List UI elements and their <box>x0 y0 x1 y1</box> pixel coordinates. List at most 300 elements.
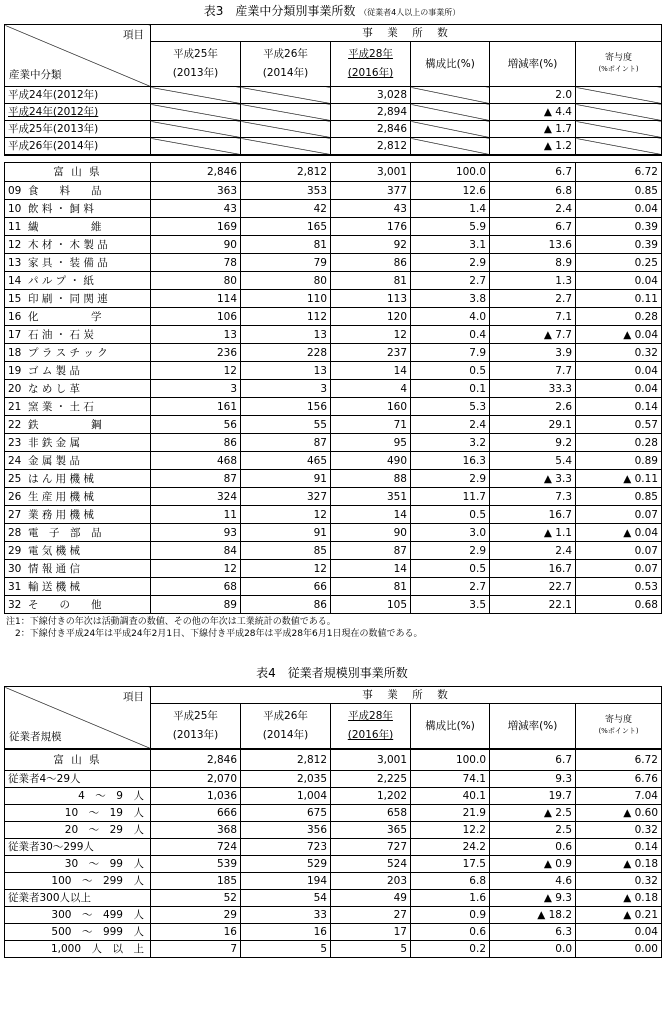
value-cell: 11 <box>151 506 241 524</box>
value-cell: 6.3 <box>490 924 576 941</box>
value-cell: 0.28 <box>576 308 662 326</box>
value-cell: 0.0 <box>490 941 576 958</box>
value-cell: 724 <box>151 839 241 856</box>
table4-col-ratio: 構成比(%) <box>411 704 490 750</box>
industry-code: 24 <box>8 454 22 467</box>
table4-item-label: 項目 <box>123 691 144 703</box>
value-cell: 1.4 <box>411 200 490 218</box>
industry-code: 20 <box>8 382 22 395</box>
table3-industry-row <box>5 434 662 452</box>
history-label: 平成24年(2012年) <box>5 87 151 104</box>
col-year-label: 平成25年 <box>173 48 218 60</box>
value-cell: 78 <box>151 254 241 272</box>
empty-diagonal-cell <box>411 138 490 156</box>
value-cell: 90 <box>151 236 241 254</box>
industry-code: 17 <box>8 328 22 341</box>
value-cell: ▲ 0.21 <box>576 907 662 924</box>
value-cell: 6.76 <box>576 771 662 788</box>
value-cell: 1,004 <box>241 788 331 805</box>
empty-diagonal-cell <box>411 121 490 138</box>
value-cell: 3,028 <box>331 87 411 104</box>
col-year-label: 平成28年 <box>348 48 393 60</box>
size-group-label: 従業者30～299人 <box>5 839 151 856</box>
value-cell: 2,070 <box>151 771 241 788</box>
table3-industry-row <box>5 290 662 308</box>
industry-name: 非 鉄 金 属 <box>28 436 81 449</box>
industry-code: 15 <box>8 292 22 305</box>
value-cell: ▲ 1.2 <box>490 138 576 156</box>
value-cell: 100.0 <box>411 749 490 771</box>
table3-industry-row <box>5 596 662 614</box>
value-cell: 100.0 <box>411 163 490 182</box>
value-cell: 2.9 <box>411 254 490 272</box>
industry-name: 家 具 ・ 装 備 品 <box>28 256 108 269</box>
value-cell: 0.9 <box>411 907 490 924</box>
value-cell: 0.04 <box>576 380 662 398</box>
value-cell: 5 <box>241 941 331 958</box>
value-cell: 6.8 <box>411 873 490 890</box>
value-cell: 0.32 <box>576 344 662 362</box>
value-cell: 2.9 <box>411 542 490 560</box>
value-cell: 1.3 <box>490 272 576 290</box>
value-cell: 2.9 <box>411 470 490 488</box>
value-cell: 16 <box>241 924 331 941</box>
table4-total-label: 富 山 県 <box>5 749 151 771</box>
table3-history-row <box>5 87 662 104</box>
table3-col-contrib <box>576 42 662 87</box>
table3-total-label: 富 山 県 <box>5 163 151 182</box>
value-cell: 327 <box>241 488 331 506</box>
value-cell: 356 <box>241 822 331 839</box>
table3-corner-cell <box>5 25 151 87</box>
table3-industry-row <box>5 506 662 524</box>
value-cell: 0.32 <box>576 873 662 890</box>
value-cell: 0.11 <box>576 290 662 308</box>
industry-label <box>5 182 151 200</box>
value-cell: 2.4 <box>490 200 576 218</box>
industry-code: 26 <box>8 490 22 503</box>
history-label: 平成25年(2013年) <box>5 121 151 138</box>
table3-title-text: 表3 産業中分類別事業所数 <box>203 4 356 18</box>
table3-industry-row <box>5 416 662 434</box>
value-cell: 3.0 <box>411 524 490 542</box>
value-cell: 11.7 <box>411 488 490 506</box>
value-cell: 86 <box>151 434 241 452</box>
value-cell: 14 <box>331 362 411 380</box>
table3-industry-row <box>5 344 662 362</box>
value-cell: 2.4 <box>490 542 576 560</box>
table4-sub-row <box>5 941 662 958</box>
value-cell: 228 <box>241 344 331 362</box>
value-cell: 2.5 <box>490 822 576 839</box>
value-cell: 351 <box>331 488 411 506</box>
value-cell: 2,225 <box>331 771 411 788</box>
industry-code: 22 <box>8 418 22 431</box>
value-cell: 0.85 <box>576 488 662 506</box>
industry-label <box>5 578 151 596</box>
industry-code: 28 <box>8 526 22 539</box>
size-sub-label: 20 ～ 29 人 <box>5 822 151 839</box>
value-cell: ▲ 0.11 <box>576 470 662 488</box>
col-year-label: 平成25年 <box>173 710 218 722</box>
value-cell: 4 <box>331 380 411 398</box>
empty-diagonal-cell <box>151 121 241 138</box>
value-cell: 16 <box>151 924 241 941</box>
industry-name: 食 料 品 <box>28 184 102 197</box>
industry-code: 13 <box>8 256 22 269</box>
industry-code: 21 <box>8 400 22 413</box>
value-cell: 12 <box>151 362 241 380</box>
value-cell: ▲ 1.7 <box>490 121 576 138</box>
value-cell: 5.3 <box>411 398 490 416</box>
value-cell: ▲ 0.60 <box>576 805 662 822</box>
value-cell: 539 <box>151 856 241 873</box>
industry-name: パ ル プ ・ 紙 <box>28 274 94 287</box>
value-cell: 16.7 <box>490 560 576 578</box>
value-cell: ▲ 18.2 <box>490 907 576 924</box>
table3-industry-row <box>5 488 662 506</box>
value-cell: 723 <box>241 839 331 856</box>
value-cell: 3 <box>241 380 331 398</box>
value-cell: 12.6 <box>411 182 490 200</box>
value-cell: 24.2 <box>411 839 490 856</box>
value-cell: 2,846 <box>331 121 411 138</box>
value-cell: 12.2 <box>411 822 490 839</box>
value-cell: 2,812 <box>241 163 331 182</box>
value-cell: 29.1 <box>490 416 576 434</box>
table3-notes <box>6 616 664 640</box>
value-cell: 7.1 <box>490 308 576 326</box>
empty-diagonal-cell <box>411 104 490 121</box>
table4-sub-row <box>5 873 662 890</box>
col-year-label: 平成26年 <box>263 48 308 60</box>
value-cell: 33 <box>241 907 331 924</box>
table4-sub-row <box>5 856 662 873</box>
table3-col-2014 <box>241 42 331 87</box>
value-cell: 1,036 <box>151 788 241 805</box>
table3-industry-row <box>5 578 662 596</box>
value-cell: 2,812 <box>241 749 331 771</box>
size-sub-label: 1,000 人 以 上 <box>5 941 151 958</box>
value-cell: 5.4 <box>490 452 576 470</box>
value-cell: 0.1 <box>411 380 490 398</box>
empty-diagonal-cell <box>576 104 662 121</box>
industry-label <box>5 344 151 362</box>
industry-code: 23 <box>8 436 22 449</box>
industry-label <box>5 470 151 488</box>
table3-history-row <box>5 121 662 138</box>
industry-name: 鉄 鋼 <box>28 418 102 431</box>
industry-name: 飲 料 ・ 飼 料 <box>28 202 94 215</box>
industry-name: 化 学 <box>28 310 102 323</box>
value-cell: 14 <box>331 560 411 578</box>
col-year-sub: (2014年) <box>262 729 309 741</box>
value-cell: 0.39 <box>576 236 662 254</box>
table3-industry-row <box>5 254 662 272</box>
value-cell: ▲ 9.3 <box>490 890 576 907</box>
value-cell: ▲ 4.4 <box>490 104 576 121</box>
value-cell: ▲ 0.04 <box>576 326 662 344</box>
industry-name: 印 刷 ・ 同 関 連 <box>28 292 108 305</box>
industry-name: 生 産 用 機 械 <box>28 490 94 503</box>
value-cell: 81 <box>331 578 411 596</box>
table3-industry-row <box>5 182 662 200</box>
industry-code: 12 <box>8 238 22 251</box>
value-cell: 675 <box>241 805 331 822</box>
table4-col-2013 <box>151 704 241 750</box>
table3-history-row <box>5 104 662 121</box>
table4-sub-row <box>5 924 662 941</box>
industry-code: 29 <box>8 544 22 557</box>
table3-history-row <box>5 138 662 156</box>
value-cell: 105 <box>331 596 411 614</box>
table4-group-header: 事 業 所 数 <box>151 687 662 704</box>
col-contrib-label: 寄与度 <box>604 715 632 725</box>
value-cell: 7.3 <box>490 488 576 506</box>
value-cell: 7.7 <box>490 362 576 380</box>
value-cell: 13.6 <box>490 236 576 254</box>
value-cell: 0.28 <box>576 434 662 452</box>
value-cell: 3 <box>151 380 241 398</box>
value-cell: 156 <box>241 398 331 416</box>
value-cell: ▲ 0.18 <box>576 890 662 907</box>
table3-industry-row <box>5 362 662 380</box>
value-cell: 524 <box>331 856 411 873</box>
table3-industry-row <box>5 452 662 470</box>
table3-industry-row <box>5 398 662 416</box>
value-cell: 22.1 <box>490 596 576 614</box>
value-cell: 19.7 <box>490 788 576 805</box>
value-cell: 81 <box>241 236 331 254</box>
value-cell: 114 <box>151 290 241 308</box>
industry-name: プ ラ ス チ ッ ク <box>28 346 108 359</box>
industry-label <box>5 488 151 506</box>
value-cell: 106 <box>151 308 241 326</box>
industry-name: 業 務 用 機 械 <box>28 508 94 521</box>
table3-industry-row <box>5 308 662 326</box>
value-cell: 22.7 <box>490 578 576 596</box>
value-cell: 84 <box>151 542 241 560</box>
value-cell: 110 <box>241 290 331 308</box>
table3-industry-row <box>5 236 662 254</box>
value-cell: 0.32 <box>576 822 662 839</box>
value-cell: 9.2 <box>490 434 576 452</box>
value-cell: 0.00 <box>576 941 662 958</box>
value-cell: 12 <box>151 560 241 578</box>
industry-code: 27 <box>8 508 22 521</box>
table3-spacer <box>5 155 662 163</box>
value-cell: 0.5 <box>411 506 490 524</box>
value-cell: 92 <box>331 236 411 254</box>
value-cell: 2.4 <box>411 416 490 434</box>
industry-label <box>5 254 151 272</box>
industry-name: ゴ ム 製 品 <box>28 364 81 377</box>
value-cell: 7.9 <box>411 344 490 362</box>
value-cell: 0.85 <box>576 182 662 200</box>
value-cell: 1,202 <box>331 788 411 805</box>
industry-label <box>5 326 151 344</box>
value-cell: 13 <box>241 362 331 380</box>
table3-industry-row <box>5 560 662 578</box>
value-cell: 49 <box>331 890 411 907</box>
value-cell: 529 <box>241 856 331 873</box>
table3-industry-row <box>5 218 662 236</box>
value-cell: 86 <box>241 596 331 614</box>
value-cell: 6.72 <box>576 749 662 771</box>
value-cell: 3.9 <box>490 344 576 362</box>
empty-diagonal-cell <box>151 138 241 156</box>
col-contrib-label: 寄与度 <box>604 53 632 63</box>
value-cell: 71 <box>331 416 411 434</box>
size-sub-label: 300 ～ 499 人 <box>5 907 151 924</box>
value-cell: 89 <box>151 596 241 614</box>
value-cell: 0.57 <box>576 416 662 434</box>
industry-label <box>5 524 151 542</box>
industry-name: 木 材 ・ 木 製 品 <box>28 238 108 251</box>
col-contrib-unit: (%ポイント) <box>598 727 639 735</box>
table4-total-row <box>5 749 662 771</box>
empty-diagonal-cell <box>241 121 331 138</box>
value-cell: 2.7 <box>490 290 576 308</box>
size-group-label: 従業者4～29人 <box>5 771 151 788</box>
table4-corner-cell <box>5 687 151 750</box>
value-cell: ▲ 1.1 <box>490 524 576 542</box>
value-cell: 727 <box>331 839 411 856</box>
size-sub-label: 500 ～ 999 人 <box>5 924 151 941</box>
note-2: 2：下線付き平成24年は平成24年2月1日、下線付き平成28年は平成28年6月1日現在の数値である。 <box>6 629 423 639</box>
col-year-label: 平成28年 <box>348 710 393 722</box>
value-cell: 7.04 <box>576 788 662 805</box>
value-cell: 0.39 <box>576 218 662 236</box>
value-cell: 16.7 <box>490 506 576 524</box>
industry-label <box>5 398 151 416</box>
col-year-sub: (2014年) <box>262 67 309 79</box>
history-label: 平成24年(2012年) <box>5 104 151 121</box>
value-cell: 377 <box>331 182 411 200</box>
industry-code: 32 <box>8 598 22 611</box>
value-cell: 5 <box>331 941 411 958</box>
table4-header-row1 <box>5 687 662 704</box>
value-cell: 658 <box>331 805 411 822</box>
industry-name: 電 気 機 械 <box>28 544 81 557</box>
table4-col-2016 <box>331 704 411 750</box>
table4-group-row <box>5 771 662 788</box>
value-cell: 90 <box>331 524 411 542</box>
value-cell: 2.0 <box>490 87 576 104</box>
value-cell: 86 <box>331 254 411 272</box>
value-cell: ▲ 2.5 <box>490 805 576 822</box>
table3-industry-row <box>5 542 662 560</box>
industry-label <box>5 434 151 452</box>
value-cell: 6.7 <box>490 749 576 771</box>
value-cell: 194 <box>241 873 331 890</box>
industry-name: 電 子 部 品 <box>28 526 102 539</box>
table4-group-row <box>5 890 662 907</box>
table3-row-label: 産業中分類 <box>9 69 62 81</box>
value-cell: 91 <box>241 524 331 542</box>
industry-label <box>5 542 151 560</box>
table4-group-row <box>5 839 662 856</box>
industry-name: そ の 他 <box>28 598 102 611</box>
value-cell: 666 <box>151 805 241 822</box>
size-sub-label: 100 ～ 299 人 <box>5 873 151 890</box>
value-cell: 353 <box>241 182 331 200</box>
industry-name: な め し 革 <box>28 382 81 395</box>
value-cell: 3,001 <box>331 749 411 771</box>
col-year-sub: (2016年) <box>347 729 394 741</box>
table3-col-2013 <box>151 42 241 87</box>
empty-diagonal-cell <box>576 138 662 156</box>
industry-label <box>5 380 151 398</box>
size-sub-label: 4 ～ 9 人 <box>5 788 151 805</box>
value-cell: ▲ 0.18 <box>576 856 662 873</box>
value-cell: 7 <box>151 941 241 958</box>
value-cell: 237 <box>331 344 411 362</box>
value-cell: 169 <box>151 218 241 236</box>
value-cell: 0.07 <box>576 542 662 560</box>
table3-title <box>0 4 664 20</box>
value-cell: 29 <box>151 907 241 924</box>
value-cell: 68 <box>151 578 241 596</box>
value-cell: 0.5 <box>411 362 490 380</box>
industry-label <box>5 596 151 614</box>
value-cell: 79 <box>241 254 331 272</box>
size-sub-label: 10 ～ 19 人 <box>5 805 151 822</box>
value-cell: 368 <box>151 822 241 839</box>
value-cell: 85 <box>241 542 331 560</box>
value-cell: 5.9 <box>411 218 490 236</box>
empty-diagonal-cell <box>241 87 331 104</box>
value-cell: ▲ 7.7 <box>490 326 576 344</box>
table3-col-ratio: 構成比(%) <box>411 42 490 87</box>
value-cell: 52 <box>151 890 241 907</box>
industry-name: 輸 送 機 械 <box>28 580 81 593</box>
value-cell: 0.04 <box>576 200 662 218</box>
table4-sub-row <box>5 822 662 839</box>
value-cell: 0.2 <box>411 941 490 958</box>
industry-code: 25 <box>8 472 22 485</box>
table3-item-label: 項目 <box>123 29 144 41</box>
table4 <box>4 686 662 958</box>
industry-label <box>5 236 151 254</box>
industry-label <box>5 272 151 290</box>
table3-group-header: 事 業 所 数 <box>151 25 662 42</box>
value-cell: 3.5 <box>411 596 490 614</box>
value-cell: 95 <box>331 434 411 452</box>
value-cell: 13 <box>241 326 331 344</box>
table4-sub-row <box>5 907 662 924</box>
value-cell: 12 <box>331 326 411 344</box>
value-cell: 12 <box>241 560 331 578</box>
value-cell: 236 <box>151 344 241 362</box>
value-cell: 9.3 <box>490 771 576 788</box>
value-cell: 87 <box>151 470 241 488</box>
size-group-label: 従業者300人以上 <box>5 890 151 907</box>
table4-col-2014 <box>241 704 331 750</box>
empty-diagonal-cell <box>241 104 331 121</box>
value-cell: 43 <box>151 200 241 218</box>
value-cell: 160 <box>331 398 411 416</box>
industry-code: 16 <box>8 310 22 323</box>
industry-label <box>5 308 151 326</box>
value-cell: 54 <box>241 890 331 907</box>
value-cell: 2.6 <box>490 398 576 416</box>
value-cell: 3.2 <box>411 434 490 452</box>
industry-code: 19 <box>8 364 22 377</box>
value-cell: 93 <box>151 524 241 542</box>
col-year-label: 平成26年 <box>263 710 308 722</box>
table4-sub-row <box>5 788 662 805</box>
